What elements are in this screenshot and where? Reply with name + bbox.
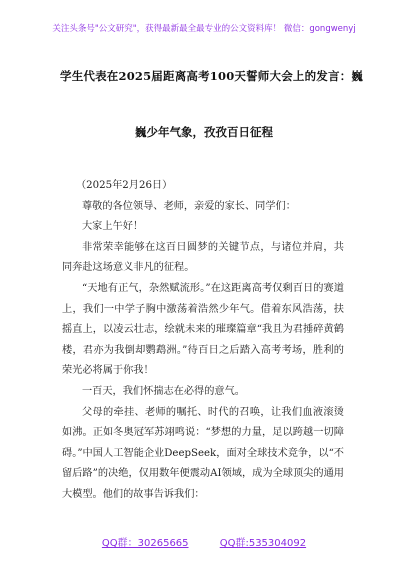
paragraph-inspiration: 父母的牵挂、老师的嘱托、时代的召唤，让我们血液滚烫如沸。正如冬奥冠军苏翊鸣说：“梦想的力量，足以跨越一切障碍。”中国人工智能企业DeepSeek，面对全球技术竞争，以“不留后路”的决绝，仅用数年便震动AI领域，成为全球顶尖的通用大模型。他们的故事告诉我们： [62, 406, 344, 500]
document-body [62, 176, 344, 506]
document-date: （2025年2月26日） [76, 180, 173, 191]
footer-contacts [0, 534, 408, 549]
promo-header: 关注头条号"公文研究"，获得最新最全最专业的公文资料库！ 微信：gongwenyj [52, 24, 356, 34]
paragraph-salutation: 尊敬的各位领导、老师，亲爱的家长、同学们： [82, 200, 296, 212]
footer-qq-group-2[interactable]: QQ群:535304092 [219, 538, 307, 549]
document-title: 学生代表在2025届距离高考100天誓师大会上的发言：巍 [60, 69, 364, 83]
paragraph-spirit: “天地有正气，杂然赋流形。”在这距离高考仅剩百日的赛道上，我们一中学子胸中激荡着浩然少年气。借着东风浩荡，扶摇直上，以凌云壮志，绘就未来的璀璨篇章“我且为君捶碎黄鹤楼，君亦为我倒却鹦鹉洲。”待百日之后踏入高考考场，胜利的荣光必将属于你我！ [62, 282, 344, 377]
paragraph-hundred-days: 一百天，我们怀揣志在必得的意气。 [82, 385, 245, 397]
document-subtitle: 巍少年气象，孜孜百日征程 [135, 125, 273, 139]
paragraph-honor: 非常荣幸能够在这百日圆梦的关键节点，与诸位并肩，共同奔赴这场意义非凡的征程。 [62, 241, 344, 274]
footer-qq-group-1[interactable]: QQ群：30265665 [101, 538, 189, 549]
paragraph-greeting: 大家上午好！ [82, 221, 144, 233]
